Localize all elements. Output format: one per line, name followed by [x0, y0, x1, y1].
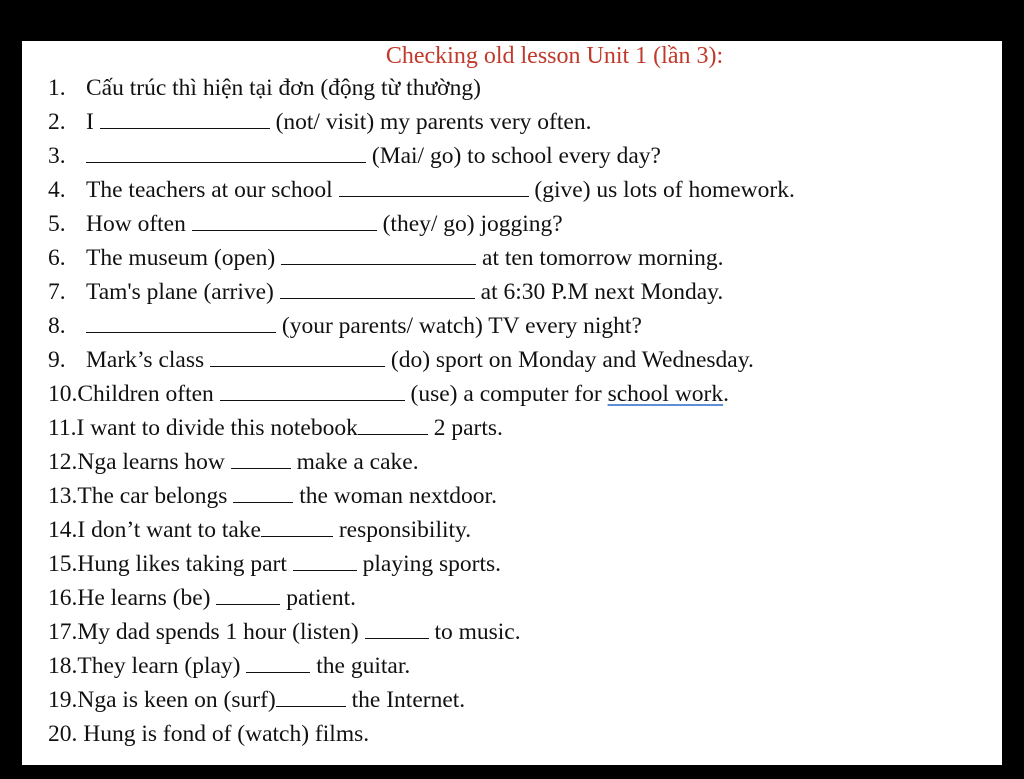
- answer-blank[interactable]: [358, 416, 428, 435]
- exercise-item-19: [48, 683, 982, 717]
- item-text: (they/ go) jogging?: [382, 211, 563, 237]
- item-text: (do) sport on Monday and Wednesday.: [390, 347, 754, 373]
- item-text: to music.: [434, 619, 521, 645]
- item-number: 17.: [48, 619, 78, 645]
- item-number: 16.: [48, 585, 78, 611]
- item-number: 2.: [48, 109, 66, 135]
- worksheet-title: Checking old lesson Unit 1 (lần 3):: [385, 43, 724, 69]
- answer-blank[interactable]: [233, 484, 293, 503]
- exercise-item-13: [48, 479, 982, 513]
- item-text: The car belongs: [77, 483, 228, 509]
- answer-blank[interactable]: [220, 382, 405, 401]
- spellcheck-underlined-text: school work: [607, 381, 724, 407]
- item-text: (Mai/ go) to school every day?: [371, 143, 661, 169]
- answer-blank[interactable]: [100, 110, 270, 129]
- item-text: Nga learns how: [77, 449, 225, 475]
- item-number: 6.: [48, 245, 66, 271]
- answer-blank[interactable]: [281, 246, 476, 265]
- item-number: 14.: [48, 517, 78, 543]
- answer-blank[interactable]: [276, 688, 346, 707]
- item-text: at 6:30 P.M next Monday.: [480, 279, 724, 305]
- item-text: the Internet.: [351, 687, 466, 713]
- answer-blank[interactable]: [216, 586, 280, 605]
- item-text: I: [86, 109, 94, 135]
- item-number: 13.: [48, 483, 78, 509]
- item-text: (give) us lots of homework.: [534, 177, 795, 203]
- item-number: 7.: [48, 279, 66, 305]
- answer-blank[interactable]: [339, 178, 529, 197]
- item-number: 12.: [48, 449, 78, 475]
- item-text: responsibility.: [338, 517, 472, 543]
- exercise-item-9: [48, 343, 982, 377]
- item-text: (your parents/ watch) TV every night?: [281, 313, 642, 339]
- item-text: make a cake.: [296, 449, 419, 475]
- item-number: 1.: [48, 75, 66, 101]
- worksheet-page: [22, 41, 1002, 765]
- item-number: 9.: [48, 347, 66, 373]
- exercise-item-1: [48, 71, 982, 105]
- item-text: Cấu trúc thì hiện tại đơn (động từ thường): [86, 75, 481, 101]
- item-number: 19.: [48, 687, 78, 713]
- item-number: 5.: [48, 211, 66, 237]
- answer-blank[interactable]: [365, 620, 429, 639]
- exercise-item-18: [48, 649, 982, 683]
- item-text: (use) a computer for: [410, 381, 602, 407]
- item-text: at ten tomorrow morning.: [482, 245, 724, 271]
- item-number: 18.: [48, 653, 78, 679]
- exercise-item-8: [48, 309, 982, 343]
- item-number: 8.: [48, 313, 66, 339]
- item-number: 3.: [48, 143, 66, 169]
- exercise-item-6: [48, 241, 982, 275]
- item-text: patient.: [286, 585, 357, 611]
- answer-blank[interactable]: [261, 518, 333, 537]
- exercise-item-12: [48, 445, 982, 479]
- item-text: Hung is fond of (watch) films.: [83, 721, 370, 747]
- item-text: They learn (play): [77, 653, 241, 679]
- item-text: Children often: [77, 381, 214, 407]
- exercise-item-14: [48, 513, 982, 547]
- item-number: 10.: [48, 381, 78, 407]
- exercise-item-10: [48, 377, 982, 411]
- item-text: Nga is keen on (surf): [77, 687, 276, 713]
- answer-blank[interactable]: [192, 212, 377, 231]
- item-text: Tam's plane (arrive): [86, 279, 274, 305]
- exercise-item-16: [48, 581, 982, 615]
- item-text: He learns (be): [77, 585, 211, 611]
- exercise-item-17: [48, 615, 982, 649]
- exercise-item-3: [48, 139, 982, 173]
- item-number: 11.: [48, 415, 77, 441]
- item-number: 20.: [48, 721, 78, 747]
- exercise-item-7: [48, 275, 982, 309]
- exercise-item-2: [48, 105, 982, 139]
- answer-blank[interactable]: [293, 552, 357, 571]
- item-text: (not/ visit) my parents very often.: [275, 109, 592, 135]
- item-text: I don’t want to take: [77, 517, 261, 543]
- answer-blank[interactable]: [86, 314, 276, 333]
- item-text: the guitar.: [316, 653, 411, 679]
- exercise-item-5: [48, 207, 982, 241]
- item-number: 4.: [48, 177, 66, 203]
- item-text: the woman nextdoor.: [299, 483, 497, 509]
- answer-blank[interactable]: [246, 654, 310, 673]
- item-text: 2 parts.: [433, 415, 503, 441]
- item-text: Hung likes taking part: [77, 551, 287, 577]
- item-text: .: [723, 381, 729, 407]
- item-text: I want to divide this notebook: [76, 415, 358, 441]
- exercise-item-11: [48, 411, 982, 445]
- item-text: Mark’s class: [86, 347, 205, 373]
- answer-blank[interactable]: [231, 450, 291, 469]
- answer-blank[interactable]: [86, 144, 366, 163]
- item-text: The museum (open): [86, 245, 276, 271]
- item-text: The teachers at our school: [86, 177, 333, 203]
- answer-blank[interactable]: [210, 348, 385, 367]
- exercise-list: [48, 71, 982, 751]
- item-text: How often: [86, 211, 186, 237]
- exercise-item-15: [48, 547, 982, 581]
- item-text: My dad spends 1 hour (listen): [77, 619, 359, 645]
- answer-blank[interactable]: [280, 280, 475, 299]
- item-text: playing sports.: [362, 551, 502, 577]
- exercise-item-4: [48, 173, 982, 207]
- item-number: 15.: [48, 551, 78, 577]
- exercise-item-20: [48, 717, 982, 751]
